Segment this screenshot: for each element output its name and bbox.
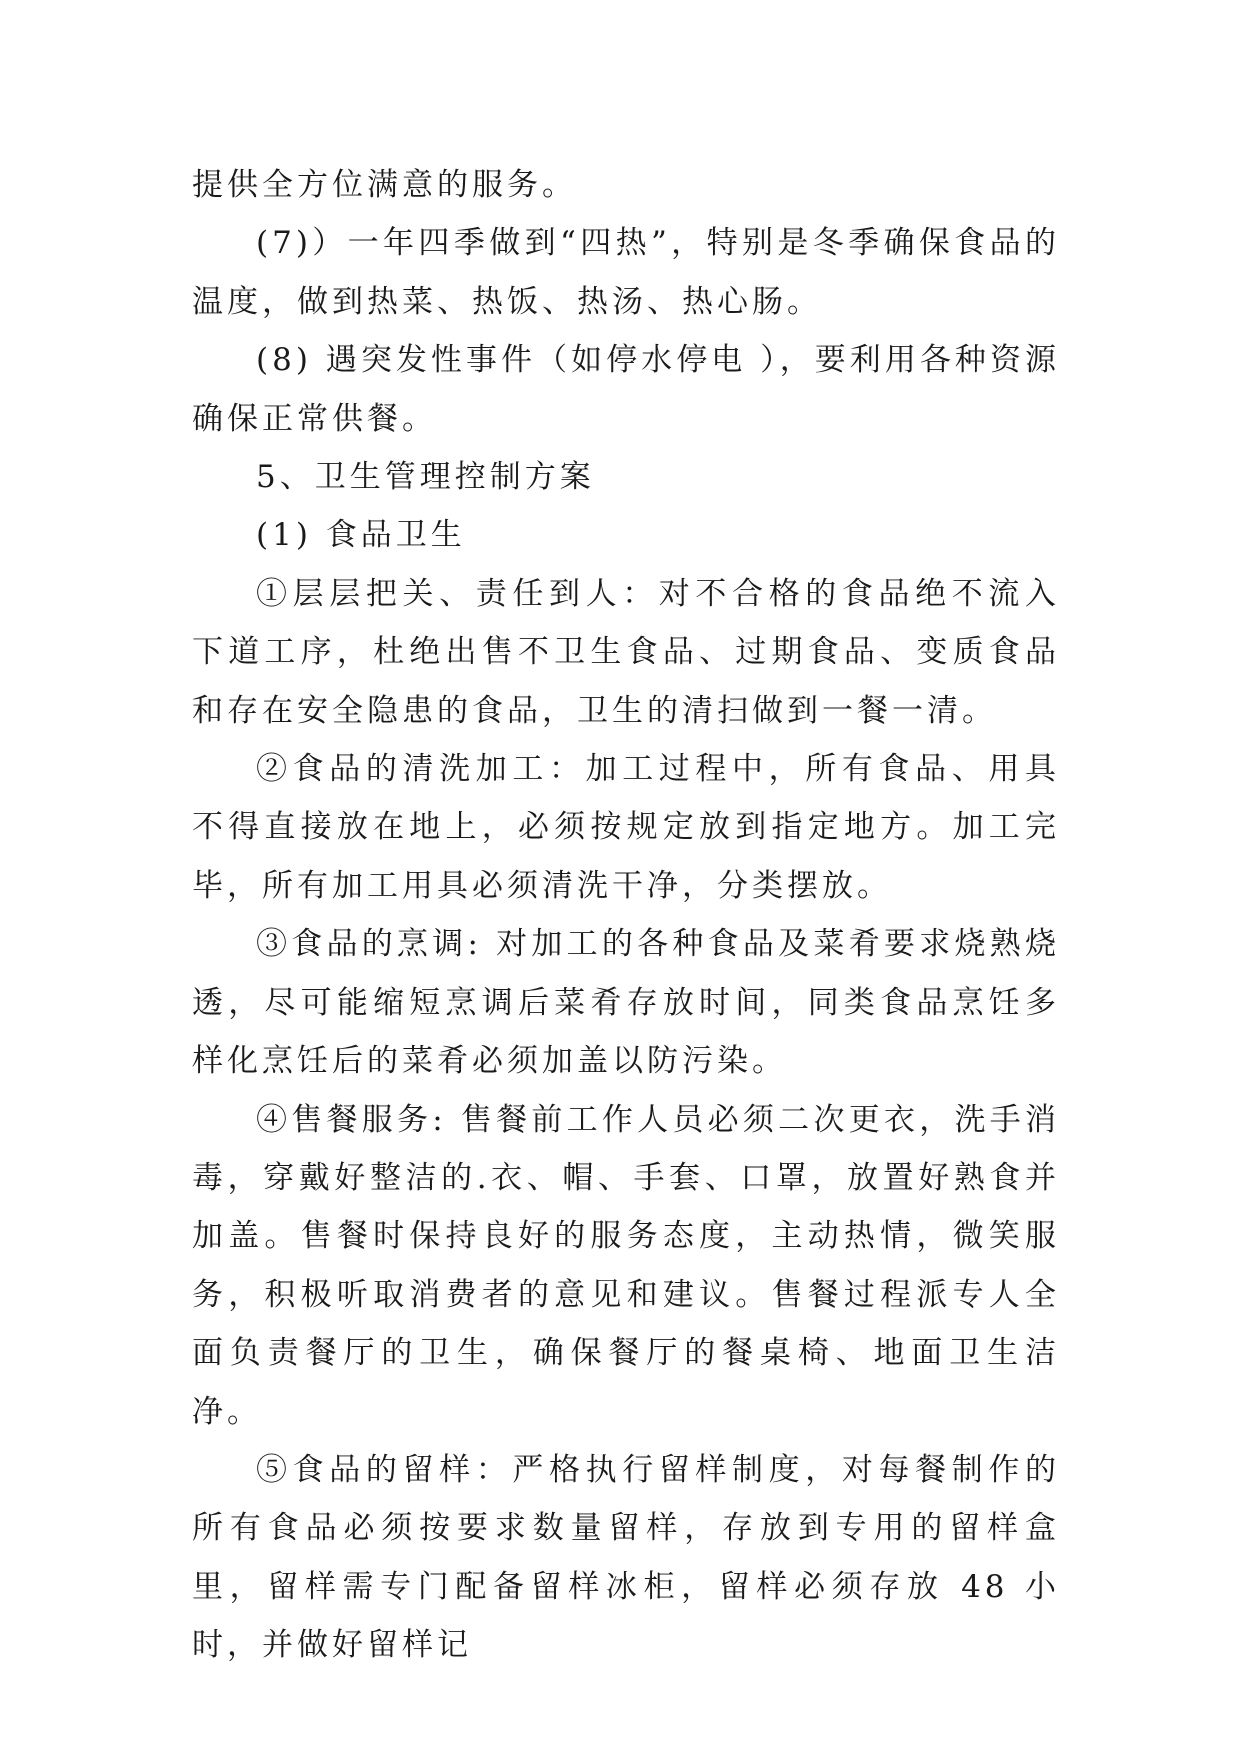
section-heading: 5、卫生管理控制方案 [256,459,595,496]
paragraph-7: ②食品的清洗加工：加工过程中，所有食品、用具不得直接放在地上，必须按规定放到指定地方。加工完毕，所有加工用具必须清洗干净，分类摆放。 [192,751,1060,904]
body-text [192,156,1060,1675]
paragraph-1: 提供全方位满意的服务。 [192,167,577,203]
paragraph-6: ①层层把关、责任到人：对不合格的食品绝不流入下道工序，杜绝出售不卫生食品、过期食品、变质食品和存在安全隐患的食品，卫生的清扫做到一餐一清。 [192,575,1060,729]
paragraph-8: ③食品的烹调: 对加工的各种食品及菜肴要求烧熟烧透，尽可能缩短烹调后菜肴存放时间，同类食品烹饪多样化烹饪后的菜肴必须加盖以防污染。 [192,926,1060,1080]
paragraph-2: (7)）一年四季做到“四热”，特别是冬季确保食品的温度，做到热菜、热饭、热汤、热心肠。 [192,225,1060,320]
paragraph-9: ④售餐服务: 售餐前工作人员必须二次更衣，洗手消毒，穿戴好整洁的.衣、帽、手套、口罩，放置好熟食并加盖。售餐时保持良好的服务态度，主动热情，微笑服务，积极听取消费者的意见和建议。售餐过程派专人全面负责餐厅的卫生，确保餐厅的餐桌椅、地面卫生洁净。 [192,1101,1060,1430]
paragraph-10: ⑤食品的留样：严格执行留样制度，对每餐制作的所有食品必须按要求数量留样，存放到专用的留样盒里，留样需专门配备留样冰柜，留样必须存放 48 小时，并做好留样记 [192,1451,1060,1664]
subsection-heading: (1) 食品卫生 [256,517,466,554]
paragraph-3: (8) 遇突发性事件（如停水停电 ），要利用各种资源确保正常供餐。 [192,342,1060,437]
